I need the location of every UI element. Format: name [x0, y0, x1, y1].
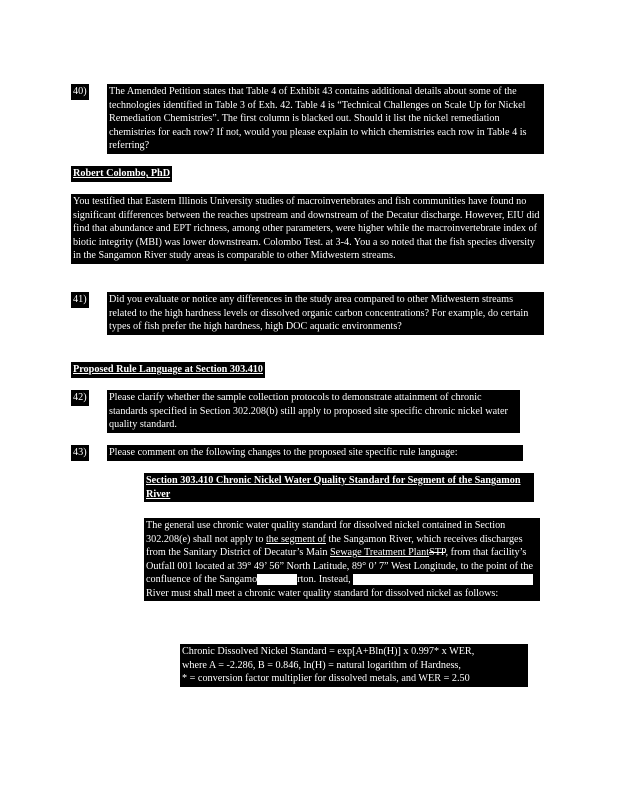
formula-line: where A = -2.286, B = 0.846, ln(H) = natural logarithm of Hardness,: [182, 659, 461, 671]
rule-text: the Sangamon River, which receives discharges from the Sanitary District of Decatur’s Main: [146, 533, 523, 558]
rule-text: , from that facility’s Outfall 001 located at 39° 49’ 56” North Latitude, 89° 0’ 7” West Longitude, to the point of the confluence of the Sangamo: [146, 547, 534, 585]
rule-text-inserted: Sewage Treatment Plant: [330, 547, 430, 558]
rule-text-deleted: STP: [429, 547, 446, 558]
rule-text: River must shall meet a chronic water quality standard for dissolved nickel as follows:: [146, 587, 499, 599]
question-number: 41): [71, 292, 89, 308]
rule-text: The general use chronic water quality standard for dissolved nickel contained in Section 302.208(e) shall not apply to: [146, 520, 506, 545]
question-43-text: Please comment on the following changes to the proposed site specific rule language:: [107, 445, 523, 461]
question-41-text: Did you evaluate or notice any differences in the study area compared to other Midwestern streams related to the high hardness levels or dissolved organic carbon concentrations? For example, do certain types of fish prefer the high hardness, high DOC aquatic environments?: [107, 292, 544, 335]
rule-text: rton. Instead,: [297, 574, 354, 585]
redaction-gap: [353, 574, 533, 585]
question-number: 42): [71, 390, 89, 406]
section-heading-colombo: Robert Colombo, PhD: [71, 166, 172, 182]
question-number: 40): [71, 84, 89, 100]
question-number: 43): [71, 445, 89, 461]
section-heading-proposed: Proposed Rule Language at Section 303.410: [71, 362, 265, 378]
question-40-text: The Amended Petition states that Table 4 of Exhibit 43 contains additional details about some of the technologies identified in Table 3 of Exh. 42. Table 4 is “Technical Challenges on Scale Up for Nickel Remediation Chemistries”. The first column is blacked out. Should it list the nickel remediation chemistries for each row? If not, would you please explain to which chemistries each row in Table 4 is referring?: [107, 84, 544, 154]
colombo-paragraph: You testified that Eastern Illinois University studies of macroinvertebrates and fish communities have found no significant differences between the reaches upstream and downstream of the Decatur discharge. However, EIU did find that abundance and EPT richness, among other parameters, were higher while the macroinvertebrate index of biotic integrity (MBI) was lower downstream. Colombo Test. at 3-4. You a so noted that the fish species diversity in the Sangamon River study areas is comparable to other Midwestern streams.: [71, 194, 544, 264]
rule-text-inserted: the segment of: [265, 533, 326, 545]
formula-line: * = conversion factor multiplier for dissolved metals, and WER = 2.50: [182, 673, 470, 684]
redaction-gap: [257, 574, 297, 585]
rule-paragraph: [144, 518, 540, 601]
rule-section-heading: Section 303.410 Chronic Nickel Water Quality Standard for Segment of the Sangamon River: [144, 473, 534, 502]
formula-line: Chronic Dissolved Nickel Standard = exp[A+Bln(H)] x 0.997* x WER,: [182, 646, 475, 657]
formula-block: [180, 644, 528, 687]
question-42-text: Please clarify whether the sample collection protocols to demonstrate attainment of chronic standards specified in Section 302.208(b) still apply to proposed site specific chronic nickel water quality standard.: [107, 390, 520, 433]
